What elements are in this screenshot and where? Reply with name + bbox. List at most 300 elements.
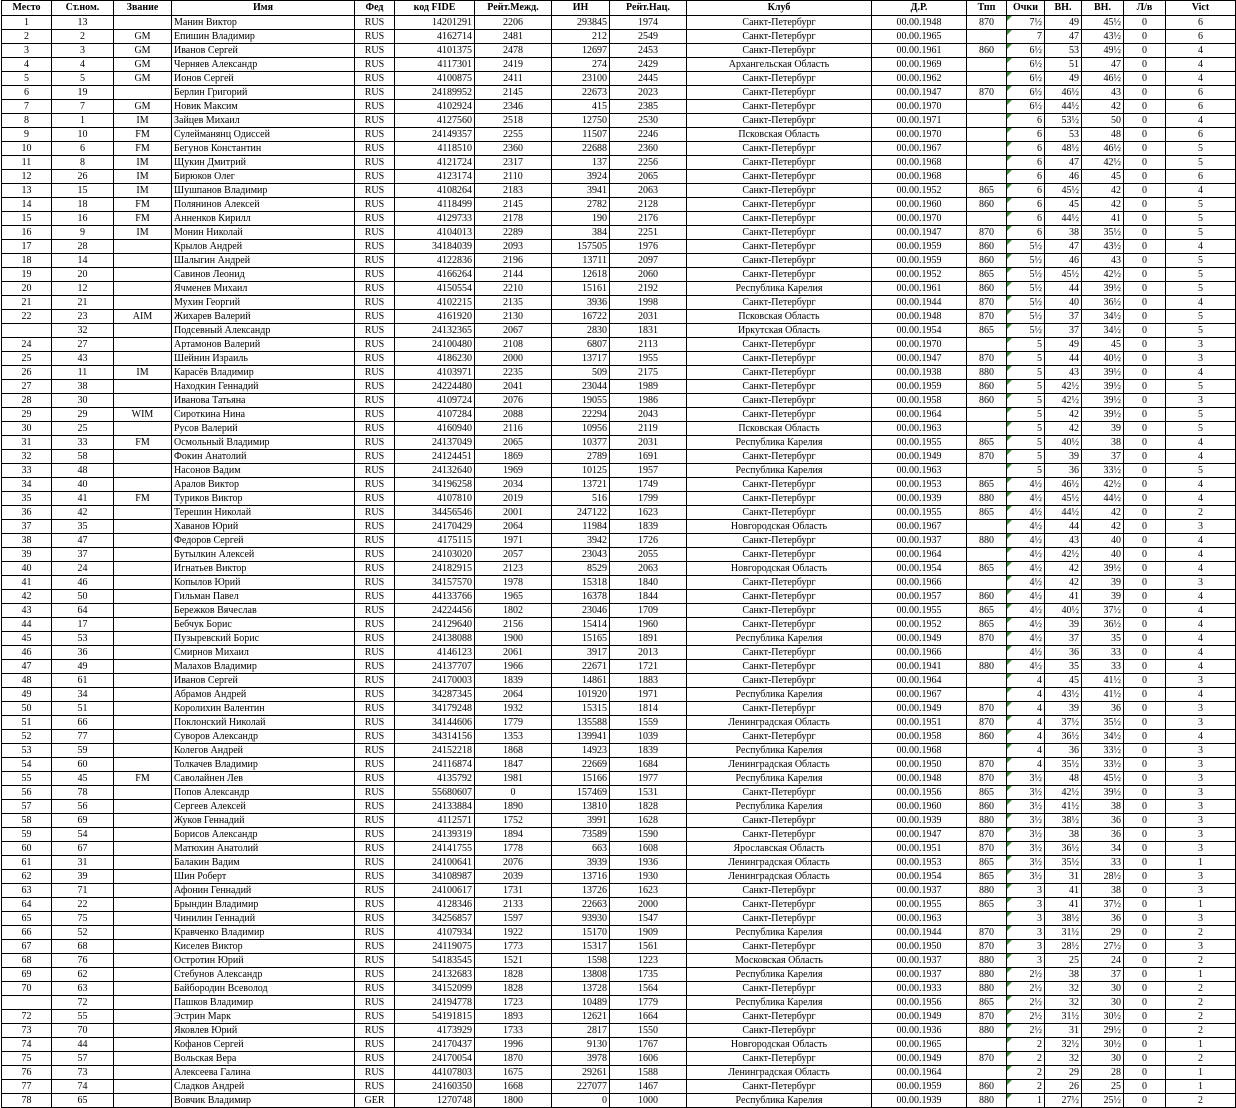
cell-points: 3½ <box>1007 856 1045 870</box>
cell-name: Поклонский Николай <box>172 716 355 730</box>
cell-start-number: 53 <box>52 632 114 646</box>
cell-points: 4½ <box>1007 492 1045 506</box>
cell-place: 36 <box>2 506 52 520</box>
cell-victories: 3 <box>1166 786 1236 800</box>
cell-place: 15 <box>2 212 52 226</box>
cell-tiebreak-1: 26 <box>1045 1080 1082 1094</box>
table-row <box>2 310 1236 324</box>
cell-name: Анненков Кирилл <box>172 212 355 226</box>
cell-birth-date: 00.00.1958 <box>872 394 967 408</box>
cell-name: Иванова Татьяна <box>172 394 355 408</box>
cell-birth-date: 00.00.1960 <box>872 800 967 814</box>
cell-rating-national: 2530 <box>610 114 687 128</box>
cell-title <box>114 870 172 884</box>
cell-points: 6½ <box>1007 86 1045 100</box>
cell-fide-id: 24189952 <box>395 86 475 100</box>
cell-title: GM <box>114 30 172 44</box>
cell-points: 4½ <box>1007 576 1045 590</box>
table-row <box>2 1052 1236 1066</box>
cell-birth-date: 00.00.1968 <box>872 744 967 758</box>
cell-title <box>114 380 172 394</box>
cell-fide-id: 55680607 <box>395 786 475 800</box>
cell-start-number: 51 <box>52 702 114 716</box>
cell-place: 44 <box>2 618 52 632</box>
cell-birth-date: 00.00.1954 <box>872 324 967 338</box>
table-row <box>2 562 1236 576</box>
cell-place: 57 <box>2 800 52 814</box>
cell-losses-walkover: 0 <box>1124 198 1166 212</box>
header-losses-walkover: Л/в <box>1124 1 1166 16</box>
cell-club: Санкт-Петербург <box>687 478 872 492</box>
cell-losses-walkover: 0 <box>1124 128 1166 142</box>
cell-place: 10 <box>2 142 52 156</box>
cell-losses-walkover: 0 <box>1124 492 1166 506</box>
cell-victories: 1 <box>1166 898 1236 912</box>
table-row <box>2 702 1236 716</box>
cell-federation: RUS <box>355 702 395 716</box>
cell-national-id: 22688 <box>552 142 610 156</box>
cell-federation: RUS <box>355 548 395 562</box>
cell-title <box>114 1038 172 1052</box>
cell-name: Сладков Андрей <box>172 1080 355 1094</box>
cell-federation: RUS <box>355 380 395 394</box>
cell-start-number: 55 <box>52 1010 114 1024</box>
cell-start-number: 60 <box>52 758 114 772</box>
cell-start-number: 72 <box>52 996 114 1010</box>
cell-federation: RUS <box>355 856 395 870</box>
table-row <box>2 254 1236 268</box>
cell-start-number: 42 <box>52 506 114 520</box>
table-row <box>2 86 1236 100</box>
cell-tiebreak-1: 45½ <box>1045 492 1082 506</box>
cell-birth-date: 00.00.1963 <box>872 422 967 436</box>
cell-place: 14 <box>2 198 52 212</box>
cell-club: Республика Карелия <box>687 688 872 702</box>
cell-losses-walkover: 0 <box>1124 604 1166 618</box>
cell-national-id: 6807 <box>552 338 610 352</box>
cell-start-number: 22 <box>52 898 114 912</box>
cell-national-id: 12618 <box>552 268 610 282</box>
cell-rating-intl: 1868 <box>475 744 552 758</box>
cell-points: 5 <box>1007 422 1045 436</box>
cell-category: 860 <box>967 240 1007 254</box>
cell-victories: 6 <box>1166 170 1236 184</box>
cell-tiebreak-2: 28½ <box>1082 870 1124 884</box>
cell-place: 39 <box>2 548 52 562</box>
cell-title: IM <box>114 184 172 198</box>
cell-victories: 2 <box>1166 954 1236 968</box>
cell-club: Санкт-Петербург <box>687 828 872 842</box>
cell-losses-walkover: 0 <box>1124 1024 1166 1038</box>
cell-birth-date: 00.00.1951 <box>872 716 967 730</box>
cell-place: 24 <box>2 338 52 352</box>
cell-birth-date: 00.00.1968 <box>872 156 967 170</box>
cell-category: 870 <box>967 310 1007 324</box>
cell-rating-national: 1564 <box>610 982 687 996</box>
cell-name: Афонин Геннадий <box>172 884 355 898</box>
cell-birth-date: 00.00.1955 <box>872 604 967 618</box>
cell-points: 4½ <box>1007 590 1045 604</box>
cell-name: Черняев Александр <box>172 58 355 72</box>
cell-tiebreak-1: 35 <box>1045 660 1082 674</box>
cell-points: 3 <box>1007 926 1045 940</box>
cell-place: 70 <box>2 982 52 996</box>
cell-national-id: 13808 <box>552 968 610 982</box>
cell-tiebreak-2: 33 <box>1082 660 1124 674</box>
cell-tiebreak-2: 39½ <box>1082 562 1124 576</box>
cell-fide-id: 4107934 <box>395 926 475 940</box>
cell-victories: 3 <box>1166 842 1236 856</box>
cell-federation: RUS <box>355 926 395 940</box>
cell-tiebreak-1: 46 <box>1045 254 1082 268</box>
cell-losses-walkover: 0 <box>1124 338 1166 352</box>
cell-tiebreak-2: 38 <box>1082 800 1124 814</box>
cell-club: Санкт-Петербург <box>687 16 872 30</box>
cell-rating-intl: 2183 <box>475 184 552 198</box>
cell-rating-national: 2385 <box>610 100 687 114</box>
cell-rating-national: 2429 <box>610 58 687 72</box>
cell-tiebreak-1: 44½ <box>1045 212 1082 226</box>
cell-losses-walkover: 0 <box>1124 1066 1166 1080</box>
cell-losses-walkover: 0 <box>1124 744 1166 758</box>
cell-category: 870 <box>967 352 1007 366</box>
cell-tiebreak-1: 37 <box>1045 324 1082 338</box>
cell-fide-id: 54183545 <box>395 954 475 968</box>
cell-federation: RUS <box>355 240 395 254</box>
cell-losses-walkover: 0 <box>1124 814 1166 828</box>
cell-rating-national: 1779 <box>610 996 687 1010</box>
cell-club: Санкт-Петербург <box>687 338 872 352</box>
cell-fide-id: 24170429 <box>395 520 475 534</box>
cell-rating-national: 1891 <box>610 632 687 646</box>
cell-fide-id: 24149357 <box>395 128 475 142</box>
cell-losses-walkover: 0 <box>1124 226 1166 240</box>
cell-points: 2½ <box>1007 996 1045 1010</box>
cell-category: 880 <box>967 1094 1007 1108</box>
cell-losses-walkover: 0 <box>1124 478 1166 492</box>
cell-tiebreak-2: 37 <box>1082 968 1124 982</box>
cell-club: Санкт-Петербург <box>687 86 872 100</box>
cell-name: Матюхин Анатолий <box>172 842 355 856</box>
cell-national-id: 3991 <box>552 814 610 828</box>
header-name: Имя <box>172 1 355 16</box>
cell-start-number: 27 <box>52 338 114 352</box>
cell-place: 51 <box>2 716 52 730</box>
cell-title: FM <box>114 772 172 786</box>
cell-losses-walkover: 0 <box>1124 352 1166 366</box>
cell-title: WIM <box>114 408 172 422</box>
table-row <box>2 184 1236 198</box>
cell-losses-walkover: 0 <box>1124 100 1166 114</box>
cell-title: FM <box>114 128 172 142</box>
cell-points: 6½ <box>1007 100 1045 114</box>
cell-rating-national: 2031 <box>610 310 687 324</box>
table-row <box>2 940 1236 954</box>
cell-national-id: 15161 <box>552 282 610 296</box>
cell-place: 16 <box>2 226 52 240</box>
cell-national-id: 12621 <box>552 1010 610 1024</box>
cell-tiebreak-2: 45½ <box>1082 772 1124 786</box>
cell-birth-date: 00.00.1937 <box>872 954 967 968</box>
cell-fide-id: 4118499 <box>395 198 475 212</box>
table-row <box>2 548 1236 562</box>
cell-rating-intl: 1779 <box>475 716 552 730</box>
cell-name: Мухин Георгий <box>172 296 355 310</box>
cell-losses-walkover: 0 <box>1124 632 1166 646</box>
cell-rating-intl: 2144 <box>475 268 552 282</box>
cell-place <box>2 324 52 338</box>
cell-club: Республика Карелия <box>687 744 872 758</box>
cell-victories: 5 <box>1166 282 1236 296</box>
cell-losses-walkover: 0 <box>1124 912 1166 926</box>
cell-rating-national: 1976 <box>610 240 687 254</box>
cell-tiebreak-1: 43½ <box>1045 688 1082 702</box>
cell-title <box>114 674 172 688</box>
header-start-number: Ст.ном. <box>52 1 114 16</box>
cell-points: 3½ <box>1007 870 1045 884</box>
cell-place: 41 <box>2 576 52 590</box>
cell-federation: RUS <box>355 968 395 982</box>
cell-victories: 4 <box>1166 632 1236 646</box>
cell-tiebreak-2: 36 <box>1082 828 1124 842</box>
cell-start-number: 10 <box>52 128 114 142</box>
table-row <box>2 324 1236 338</box>
cell-name: Игнатьев Виктор <box>172 562 355 576</box>
cell-birth-date: 00.00.1944 <box>872 926 967 940</box>
cell-start-number: 26 <box>52 170 114 184</box>
cell-national-id: 415 <box>552 100 610 114</box>
cell-category <box>967 464 1007 478</box>
cell-birth-date: 00.00.1936 <box>872 1024 967 1038</box>
cell-title: IM <box>114 226 172 240</box>
cell-birth-date: 00.00.1949 <box>872 1010 967 1024</box>
cell-fide-id: 24139319 <box>395 828 475 842</box>
cell-birth-date: 00.00.1952 <box>872 184 967 198</box>
cell-tiebreak-2: 35 <box>1082 632 1124 646</box>
cell-name: Малахов Владимир <box>172 660 355 674</box>
cell-club: Псковская Область <box>687 310 872 324</box>
cell-title <box>114 394 172 408</box>
cell-tiebreak-2: 25 <box>1082 1080 1124 1094</box>
cell-birth-date: 00.00.1959 <box>872 240 967 254</box>
cell-category: 865 <box>967 996 1007 1010</box>
cell-category <box>967 100 1007 114</box>
cell-rating-intl: 1893 <box>475 1010 552 1024</box>
cell-category: 870 <box>967 632 1007 646</box>
cell-losses-walkover: 0 <box>1124 730 1166 744</box>
cell-federation: RUS <box>355 520 395 534</box>
cell-title <box>114 940 172 954</box>
cell-title: IM <box>114 114 172 128</box>
cell-birth-date: 00.00.1959 <box>872 254 967 268</box>
cell-club: Санкт-Петербург <box>687 296 872 310</box>
cell-rating-national: 1840 <box>610 576 687 590</box>
cell-start-number: 6 <box>52 142 114 156</box>
cell-losses-walkover: 0 <box>1124 282 1166 296</box>
cell-tiebreak-2: 46½ <box>1082 142 1124 156</box>
cell-victories: 4 <box>1166 240 1236 254</box>
cell-name: Жихарев Валерий <box>172 310 355 324</box>
cell-victories: 4 <box>1166 688 1236 702</box>
cell-name: Ионов Сергей <box>172 72 355 86</box>
cell-tiebreak-2: 44½ <box>1082 492 1124 506</box>
cell-title <box>114 982 172 996</box>
cell-start-number: 2 <box>52 30 114 44</box>
cell-start-number: 13 <box>52 16 114 30</box>
cell-rating-intl: 1996 <box>475 1038 552 1052</box>
cell-start-number: 5 <box>52 72 114 86</box>
cell-category: 870 <box>967 296 1007 310</box>
cell-national-id: 22294 <box>552 408 610 422</box>
cell-losses-walkover: 0 <box>1124 926 1166 940</box>
cell-tiebreak-1: 37 <box>1045 632 1082 646</box>
cell-rating-intl: 1723 <box>475 996 552 1010</box>
cell-place: 74 <box>2 1038 52 1052</box>
cell-name: Пашков Владимир <box>172 996 355 1010</box>
cell-victories: 5 <box>1166 324 1236 338</box>
table-row <box>2 226 1236 240</box>
cell-points: 5½ <box>1007 324 1045 338</box>
cell-losses-walkover: 0 <box>1124 618 1166 632</box>
cell-name: Манин Виктор <box>172 16 355 30</box>
cell-tiebreak-1: 42 <box>1045 422 1082 436</box>
header-federation: Фед <box>355 1 395 16</box>
cell-name: Жуков Геннадий <box>172 814 355 828</box>
cell-fide-id: 4173929 <box>395 1024 475 1038</box>
cell-place: 2 <box>2 30 52 44</box>
cell-birth-date: 00.00.1951 <box>872 842 967 856</box>
cell-club: Санкт-Петербург <box>687 884 872 898</box>
cell-losses-walkover: 0 <box>1124 324 1166 338</box>
cell-tiebreak-1: 44½ <box>1045 100 1082 114</box>
cell-tiebreak-1: 35½ <box>1045 856 1082 870</box>
cell-tiebreak-1: 48 <box>1045 772 1082 786</box>
cell-losses-walkover: 0 <box>1124 534 1166 548</box>
cell-rating-intl: 1869 <box>475 450 552 464</box>
cell-federation: RUS <box>355 310 395 324</box>
cell-title <box>114 1080 172 1094</box>
cell-victories: 5 <box>1166 380 1236 394</box>
cell-tiebreak-2: 39½ <box>1082 394 1124 408</box>
cell-category: 865 <box>967 870 1007 884</box>
cell-victories: 5 <box>1166 422 1236 436</box>
cell-federation: RUS <box>355 156 395 170</box>
cell-national-id: 101920 <box>552 688 610 702</box>
cell-rating-intl: 2064 <box>475 688 552 702</box>
cell-club: Санкт-Петербург <box>687 44 872 58</box>
cell-losses-walkover: 0 <box>1124 786 1166 800</box>
cell-national-id: 93930 <box>552 912 610 926</box>
cell-rating-national: 2055 <box>610 548 687 562</box>
cell-losses-walkover: 0 <box>1124 1038 1166 1052</box>
table-row <box>2 296 1236 310</box>
cell-points: 3 <box>1007 940 1045 954</box>
cell-victories: 1 <box>1166 968 1236 982</box>
cell-fide-id: 34144606 <box>395 716 475 730</box>
cell-name: Берлин Григорий <box>172 86 355 100</box>
cell-rating-national: 1839 <box>610 520 687 534</box>
cell-points: 5½ <box>1007 296 1045 310</box>
cell-place: 4 <box>2 58 52 72</box>
cell-club: Санкт-Петербург <box>687 198 872 212</box>
cell-federation: RUS <box>355 100 395 114</box>
cell-tiebreak-1: 32 <box>1045 982 1082 996</box>
cell-national-id: 139941 <box>552 730 610 744</box>
cell-birth-date: 00.00.1956 <box>872 786 967 800</box>
cell-rating-national: 1749 <box>610 478 687 492</box>
cell-name: Яковлев Юрий <box>172 1024 355 1038</box>
cell-start-number: 32 <box>52 324 114 338</box>
cell-birth-date: 00.00.1956 <box>872 996 967 1010</box>
table-row <box>2 674 1236 688</box>
cell-name: Сулейманянц Одиссей <box>172 128 355 142</box>
cell-rating-intl: 1733 <box>475 1024 552 1038</box>
cell-victories: 4 <box>1166 58 1236 72</box>
cell-fide-id: 4162714 <box>395 30 475 44</box>
cell-start-number: 75 <box>52 912 114 926</box>
cell-title <box>114 604 172 618</box>
cell-points: 4½ <box>1007 660 1045 674</box>
cell-category <box>967 338 1007 352</box>
cell-tiebreak-2: 36½ <box>1082 618 1124 632</box>
header-tiebreak-2: ВН. <box>1082 1 1124 16</box>
cell-fide-id: 44133766 <box>395 590 475 604</box>
table-row <box>2 996 1236 1010</box>
cell-start-number: 36 <box>52 646 114 660</box>
cell-birth-date: 00.00.1970 <box>872 212 967 226</box>
cell-name: Королихин Валентин <box>172 702 355 716</box>
cell-victories: 3 <box>1166 674 1236 688</box>
cell-national-id: 12697 <box>552 44 610 58</box>
cell-losses-walkover: 0 <box>1124 464 1166 478</box>
cell-name: Смирнов Михаил <box>172 646 355 660</box>
cell-birth-date: 00.00.1954 <box>872 562 967 576</box>
cell-club: Санкт-Петербург <box>687 912 872 926</box>
cell-title <box>114 1052 172 1066</box>
cell-place: 65 <box>2 912 52 926</box>
cell-losses-walkover: 0 <box>1124 450 1166 464</box>
cell-points: 4 <box>1007 688 1045 702</box>
cell-title <box>114 534 172 548</box>
cell-rating-intl: 1773 <box>475 940 552 954</box>
cell-category: 865 <box>967 184 1007 198</box>
table-row <box>2 842 1236 856</box>
cell-points: 3½ <box>1007 828 1045 842</box>
cell-start-number: 47 <box>52 534 114 548</box>
cell-club: Ярославская Область <box>687 842 872 856</box>
cell-tiebreak-1: 43 <box>1045 534 1082 548</box>
cell-federation: RUS <box>355 422 395 436</box>
cell-rating-intl: 1778 <box>475 842 552 856</box>
cell-points: 4½ <box>1007 632 1045 646</box>
cell-category: 870 <box>967 940 1007 954</box>
cell-tiebreak-1: 31 <box>1045 870 1082 884</box>
cell-category: 880 <box>967 492 1007 506</box>
cell-name: Находкин Геннадий <box>172 380 355 394</box>
cell-tiebreak-2: 40 <box>1082 548 1124 562</box>
cell-rating-national: 2549 <box>610 30 687 44</box>
cell-rating-intl: 2317 <box>475 156 552 170</box>
cell-club: Санкт-Петербург <box>687 408 872 422</box>
table-row <box>2 492 1236 506</box>
cell-club: Санкт-Петербург <box>687 898 872 912</box>
cell-birth-date: 00.00.1948 <box>872 16 967 30</box>
cell-rating-national: 1955 <box>610 352 687 366</box>
cell-losses-walkover: 0 <box>1124 394 1166 408</box>
table-row <box>2 534 1236 548</box>
cell-points: 2½ <box>1007 1010 1045 1024</box>
header-club: Клуб <box>687 1 872 16</box>
